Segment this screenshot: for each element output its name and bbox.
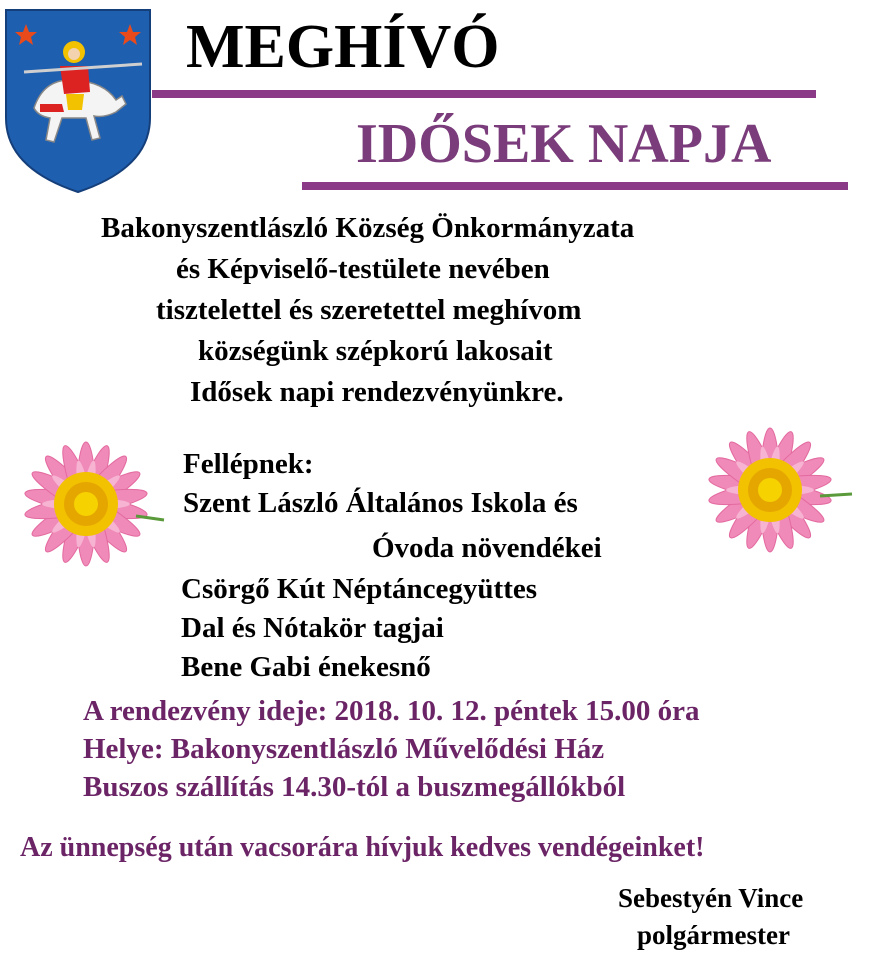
intro-line: tisztelettel és szeretettel meghívom [156, 294, 582, 326]
coat-of-arms-icon [4, 8, 152, 194]
performer-item: Bene Gabi énekesnő [181, 651, 431, 683]
intro-line: és Képviselő-testülete nevében [176, 253, 550, 285]
page-subtitle: IDŐSEK NAPJA [356, 113, 772, 175]
performers-heading: Fellépnek: [183, 448, 314, 480]
event-transport: Buszos szállítás 14.30-tól a buszmegállókból [83, 771, 626, 803]
event-time: A rendezvény ideje: 2018. 10. 12. péntek 15.00 óra [83, 695, 700, 727]
intro-line: Idősek napi rendezvényünkre. [190, 376, 564, 408]
signature-name: Sebestyén Vince [618, 883, 804, 913]
event-place: Helye: Bakonyszentlászló Művelődési Ház [83, 733, 605, 765]
intro-line: Bakonyszentlászló Község Önkormányzata [101, 212, 635, 244]
performer-item: Csörgő Kút Néptáncegyüttes [181, 573, 538, 605]
signature-role: polgármester [637, 920, 790, 950]
page-title: MEGHÍVÓ [186, 13, 500, 81]
daisy-flower-icon [696, 420, 856, 570]
daisy-flower-icon [6, 432, 166, 582]
divider-top [152, 90, 816, 98]
performer-item: Dal és Nótakör tagjai [181, 612, 444, 644]
closing-note: Az ünnepség után vacsorára hívjuk kedves vendégeinket! [20, 832, 705, 863]
divider-bottom [302, 182, 848, 190]
performer-item: Szent László Általános Iskola és [183, 487, 578, 519]
intro-line: községünk szépkorú lakosait [198, 335, 553, 367]
performer-item: Óvoda növendékei [372, 532, 602, 564]
